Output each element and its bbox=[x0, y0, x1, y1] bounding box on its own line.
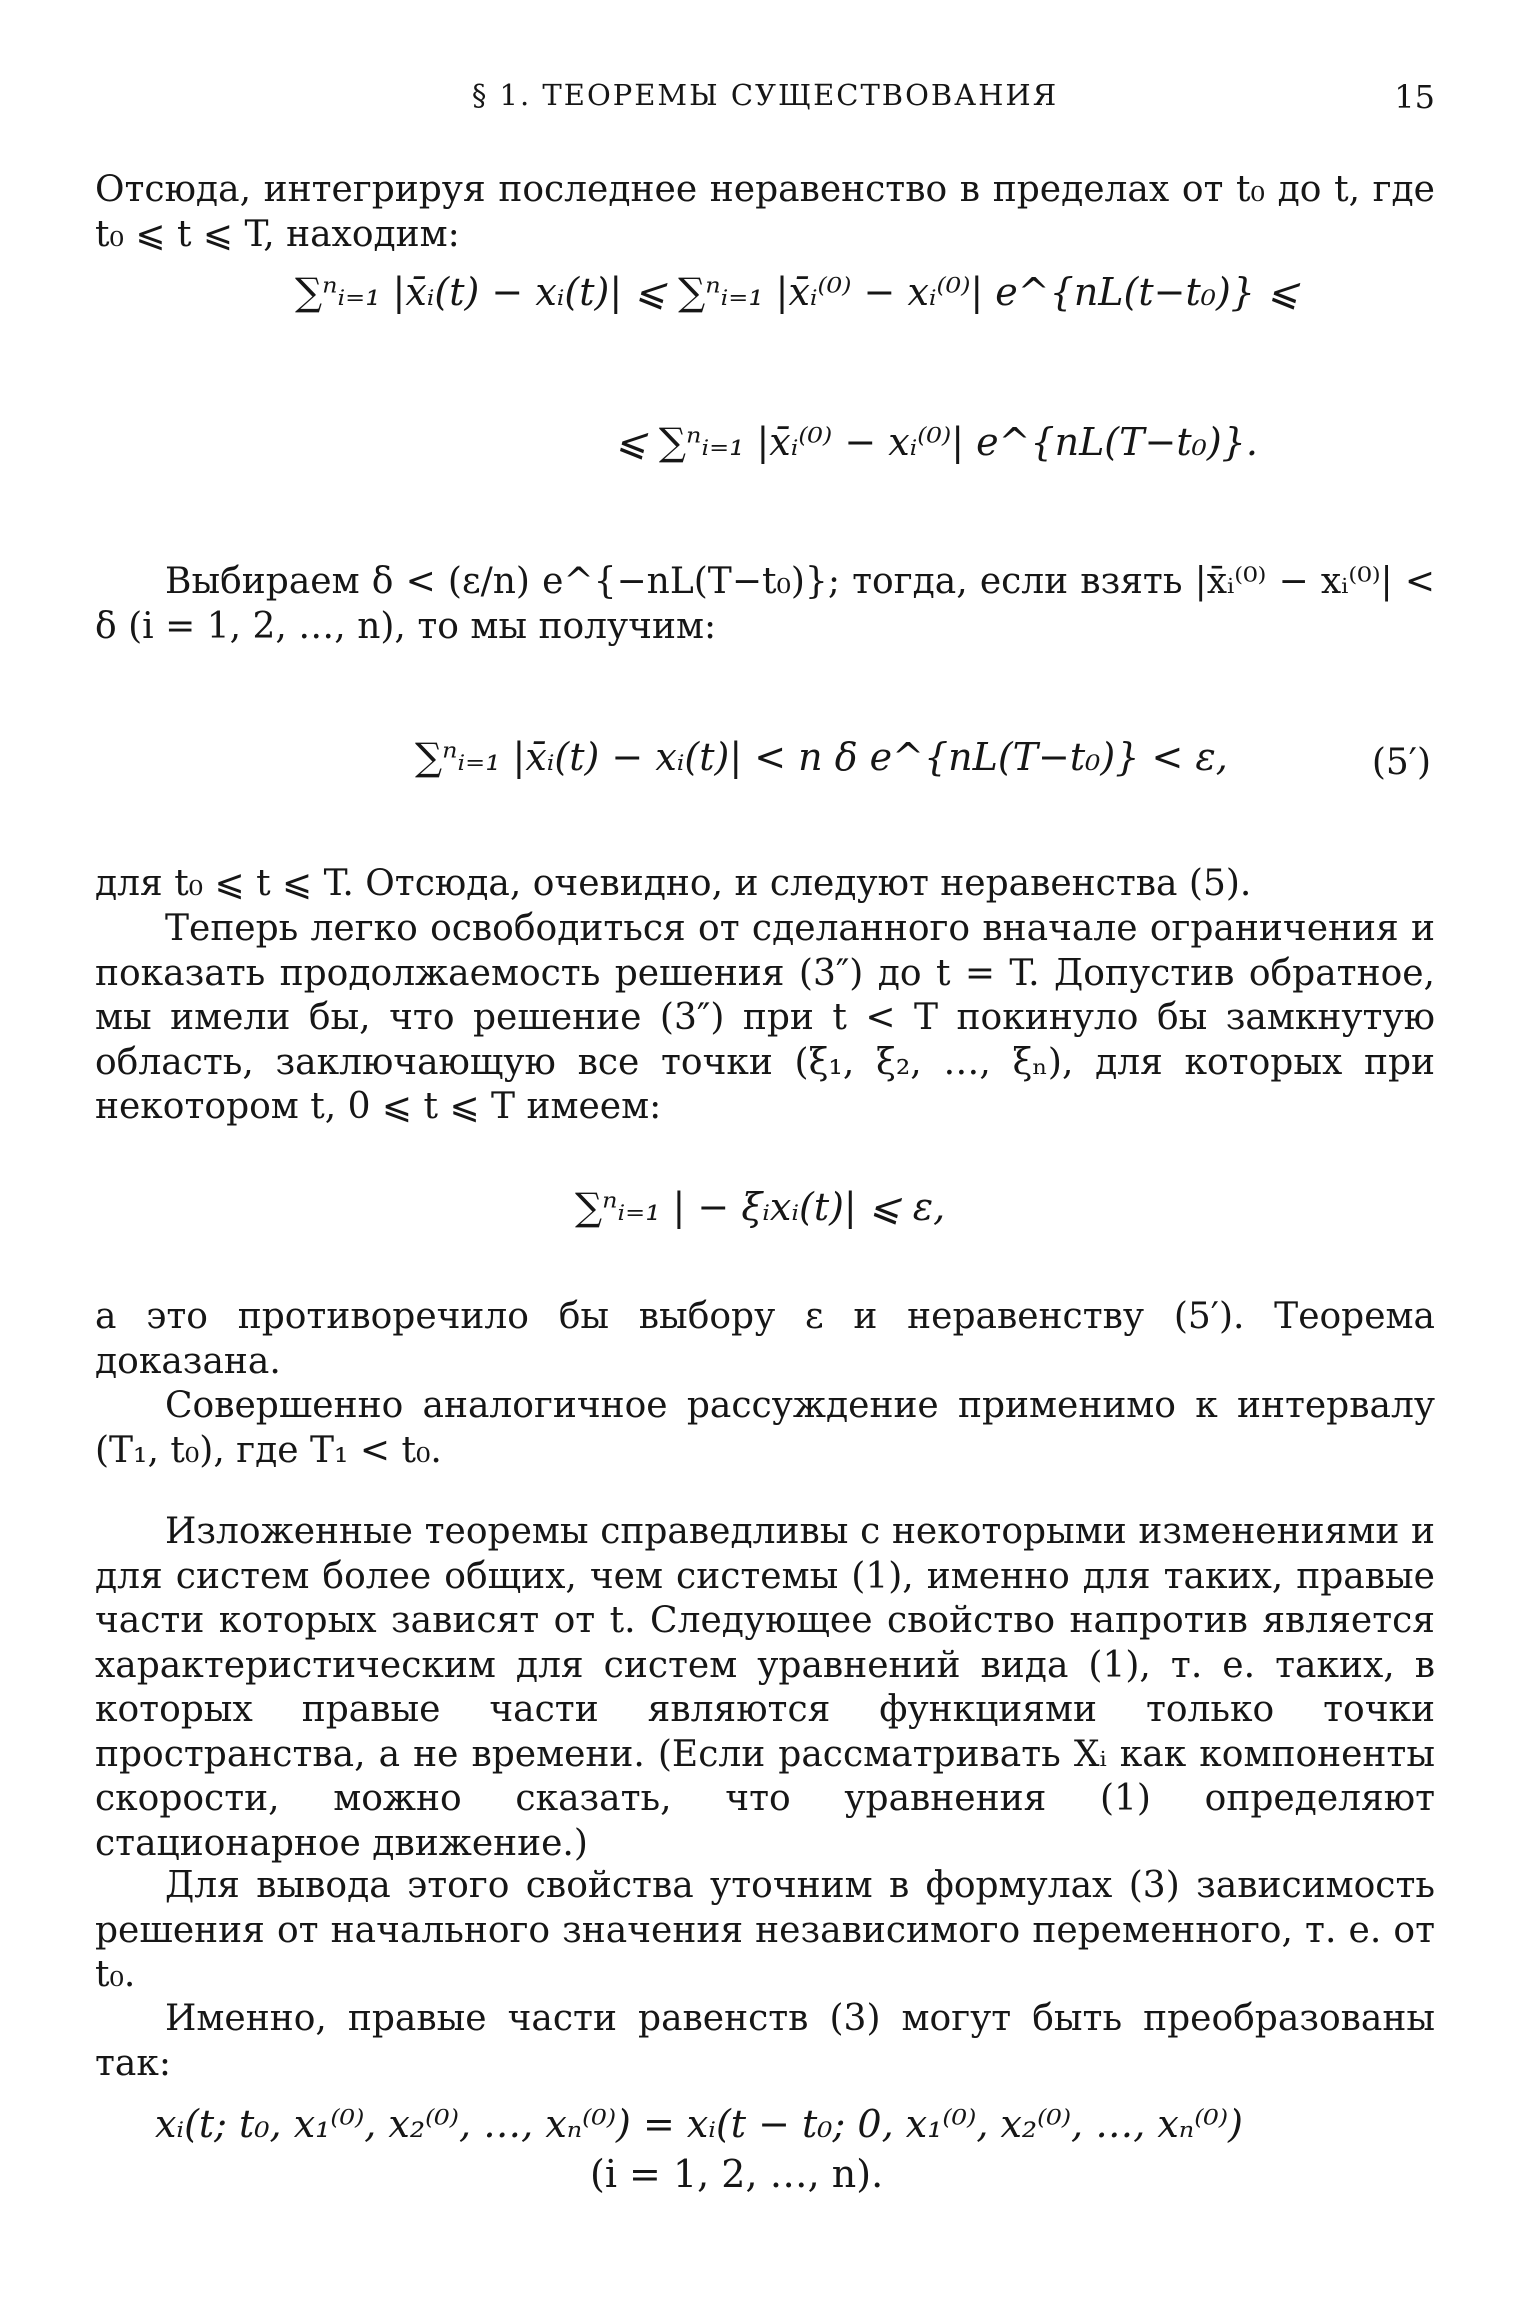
equation-number-5-prime: (5′) bbox=[1371, 742, 1431, 783]
paragraph-9-text: Именно, правые части равенств (3) могут быть преобразованы так: bbox=[95, 1998, 1435, 2084]
formula-4-line-1: xᵢ(t; t₀, x₁⁽⁰⁾, x₂⁽⁰⁾, …, xₙ⁽⁰⁾) = xᵢ(t − t₀; 0, x₁⁽⁰⁾, x₂⁽⁰⁾, …, xₙ⁽⁰⁾) bbox=[155, 2102, 1243, 2146]
paragraph-1-text: Отсюда, интегрируя последнее неравенство в пределах от t₀ до t, где t₀ ⩽ t ⩽ T, находим: bbox=[95, 169, 1435, 255]
paragraph-5 bbox=[95, 1295, 1435, 1384]
formula-3: ∑ⁿᵢ₌₁ | − ξᵢxᵢ(t)| ⩽ ε, bbox=[575, 1185, 946, 1229]
paragraph-8 bbox=[95, 1864, 1435, 1998]
paragraph-7 bbox=[95, 1510, 1435, 1866]
paragraph-2-text: Выбираем δ < (ε/n) e^{−nL(T−t₀)}; тогда, если взять |x̄ᵢ⁽⁰⁾ − xᵢ⁽⁰⁾| < δ (i = 1, 2, …, n), то мы получим: bbox=[95, 561, 1435, 647]
paragraph-4 bbox=[95, 907, 1435, 1130]
paragraph-6 bbox=[95, 1384, 1435, 1473]
formula-1-line-2: ⩽ ∑ⁿᵢ₌₁ |x̄ᵢ⁽⁰⁾ − xᵢ⁽⁰⁾| e^{nL(T−t₀)}. bbox=[615, 420, 1258, 464]
paragraph-9 bbox=[95, 1997, 1435, 2086]
paragraph-6-text: Совершенно аналогичное рассуждение применимо к интервалу (T₁, t₀), где T₁ < t₀. bbox=[95, 1385, 1435, 1471]
paragraph-1 bbox=[95, 168, 1435, 257]
paragraph-3 bbox=[95, 862, 1435, 907]
paragraph-3-text: для t₀ ⩽ t ⩽ T. Отсюда, очевидно, и следуют неравенства (5). bbox=[95, 863, 1252, 904]
running-title: § 1. ТЕОРЕМЫ СУЩЕСТВОВАНИЯ bbox=[471, 78, 1059, 112]
page-number: 15 bbox=[1394, 78, 1435, 116]
paragraph-5-text: а это противоречило бы выбору ε и неравенству (5′). Теорема доказана. bbox=[95, 1296, 1435, 1382]
paragraph-4-text: Теперь легко освободиться от сделанного вначале ограничения и показать продолжаемость решения (3″) до t = T. Допустив обратное, мы имели бы, что решение (3″) при t < T покинуло бы замкнутую область, заключающую все точки (ξ₁, ξ₂, …, ξₙ), для которых при некотором t, 0 ⩽ t ⩽ T имеем: bbox=[95, 908, 1435, 1127]
formula-1-line-1: ∑ⁿᵢ₌₁ |x̄ᵢ(t) − xᵢ(t)| ⩽ ∑ⁿᵢ₌₁ |x̄ᵢ⁽⁰⁾ − xᵢ⁽⁰⁾| e^{nL(t−t₀)} ⩽ bbox=[295, 270, 1299, 314]
paragraph-7-text: Изложенные теоремы справедливы с некоторыми изменениями и для систем более общих, чем системы (1), именно для таких, правые части которых зависят от t. Следующее свойство напротив является характеристическим для систем уравнений вида (1), т. е. таких, в которых правые части являются функциями только точки пространства, а не времени. (Если рассматривать Xᵢ как компоненты скорости, можно сказать, что уравнения (1) определяют стационарное движение.) bbox=[95, 1511, 1435, 1864]
paragraph-8-text: Для вывода этого свойства уточним в формулах (3) зависимость решения от начального значения независимого переменного, т. е. от t₀. bbox=[95, 1865, 1435, 1995]
formula-4-line-2: (i = 1, 2, …, n). bbox=[590, 2152, 884, 2196]
page-header bbox=[95, 78, 1435, 122]
formula-2: ∑ⁿᵢ₌₁ |x̄ᵢ(t) − xᵢ(t)| < n δ e^{nL(T−t₀)} < ε, bbox=[415, 735, 1228, 779]
paragraph-2 bbox=[95, 560, 1435, 649]
